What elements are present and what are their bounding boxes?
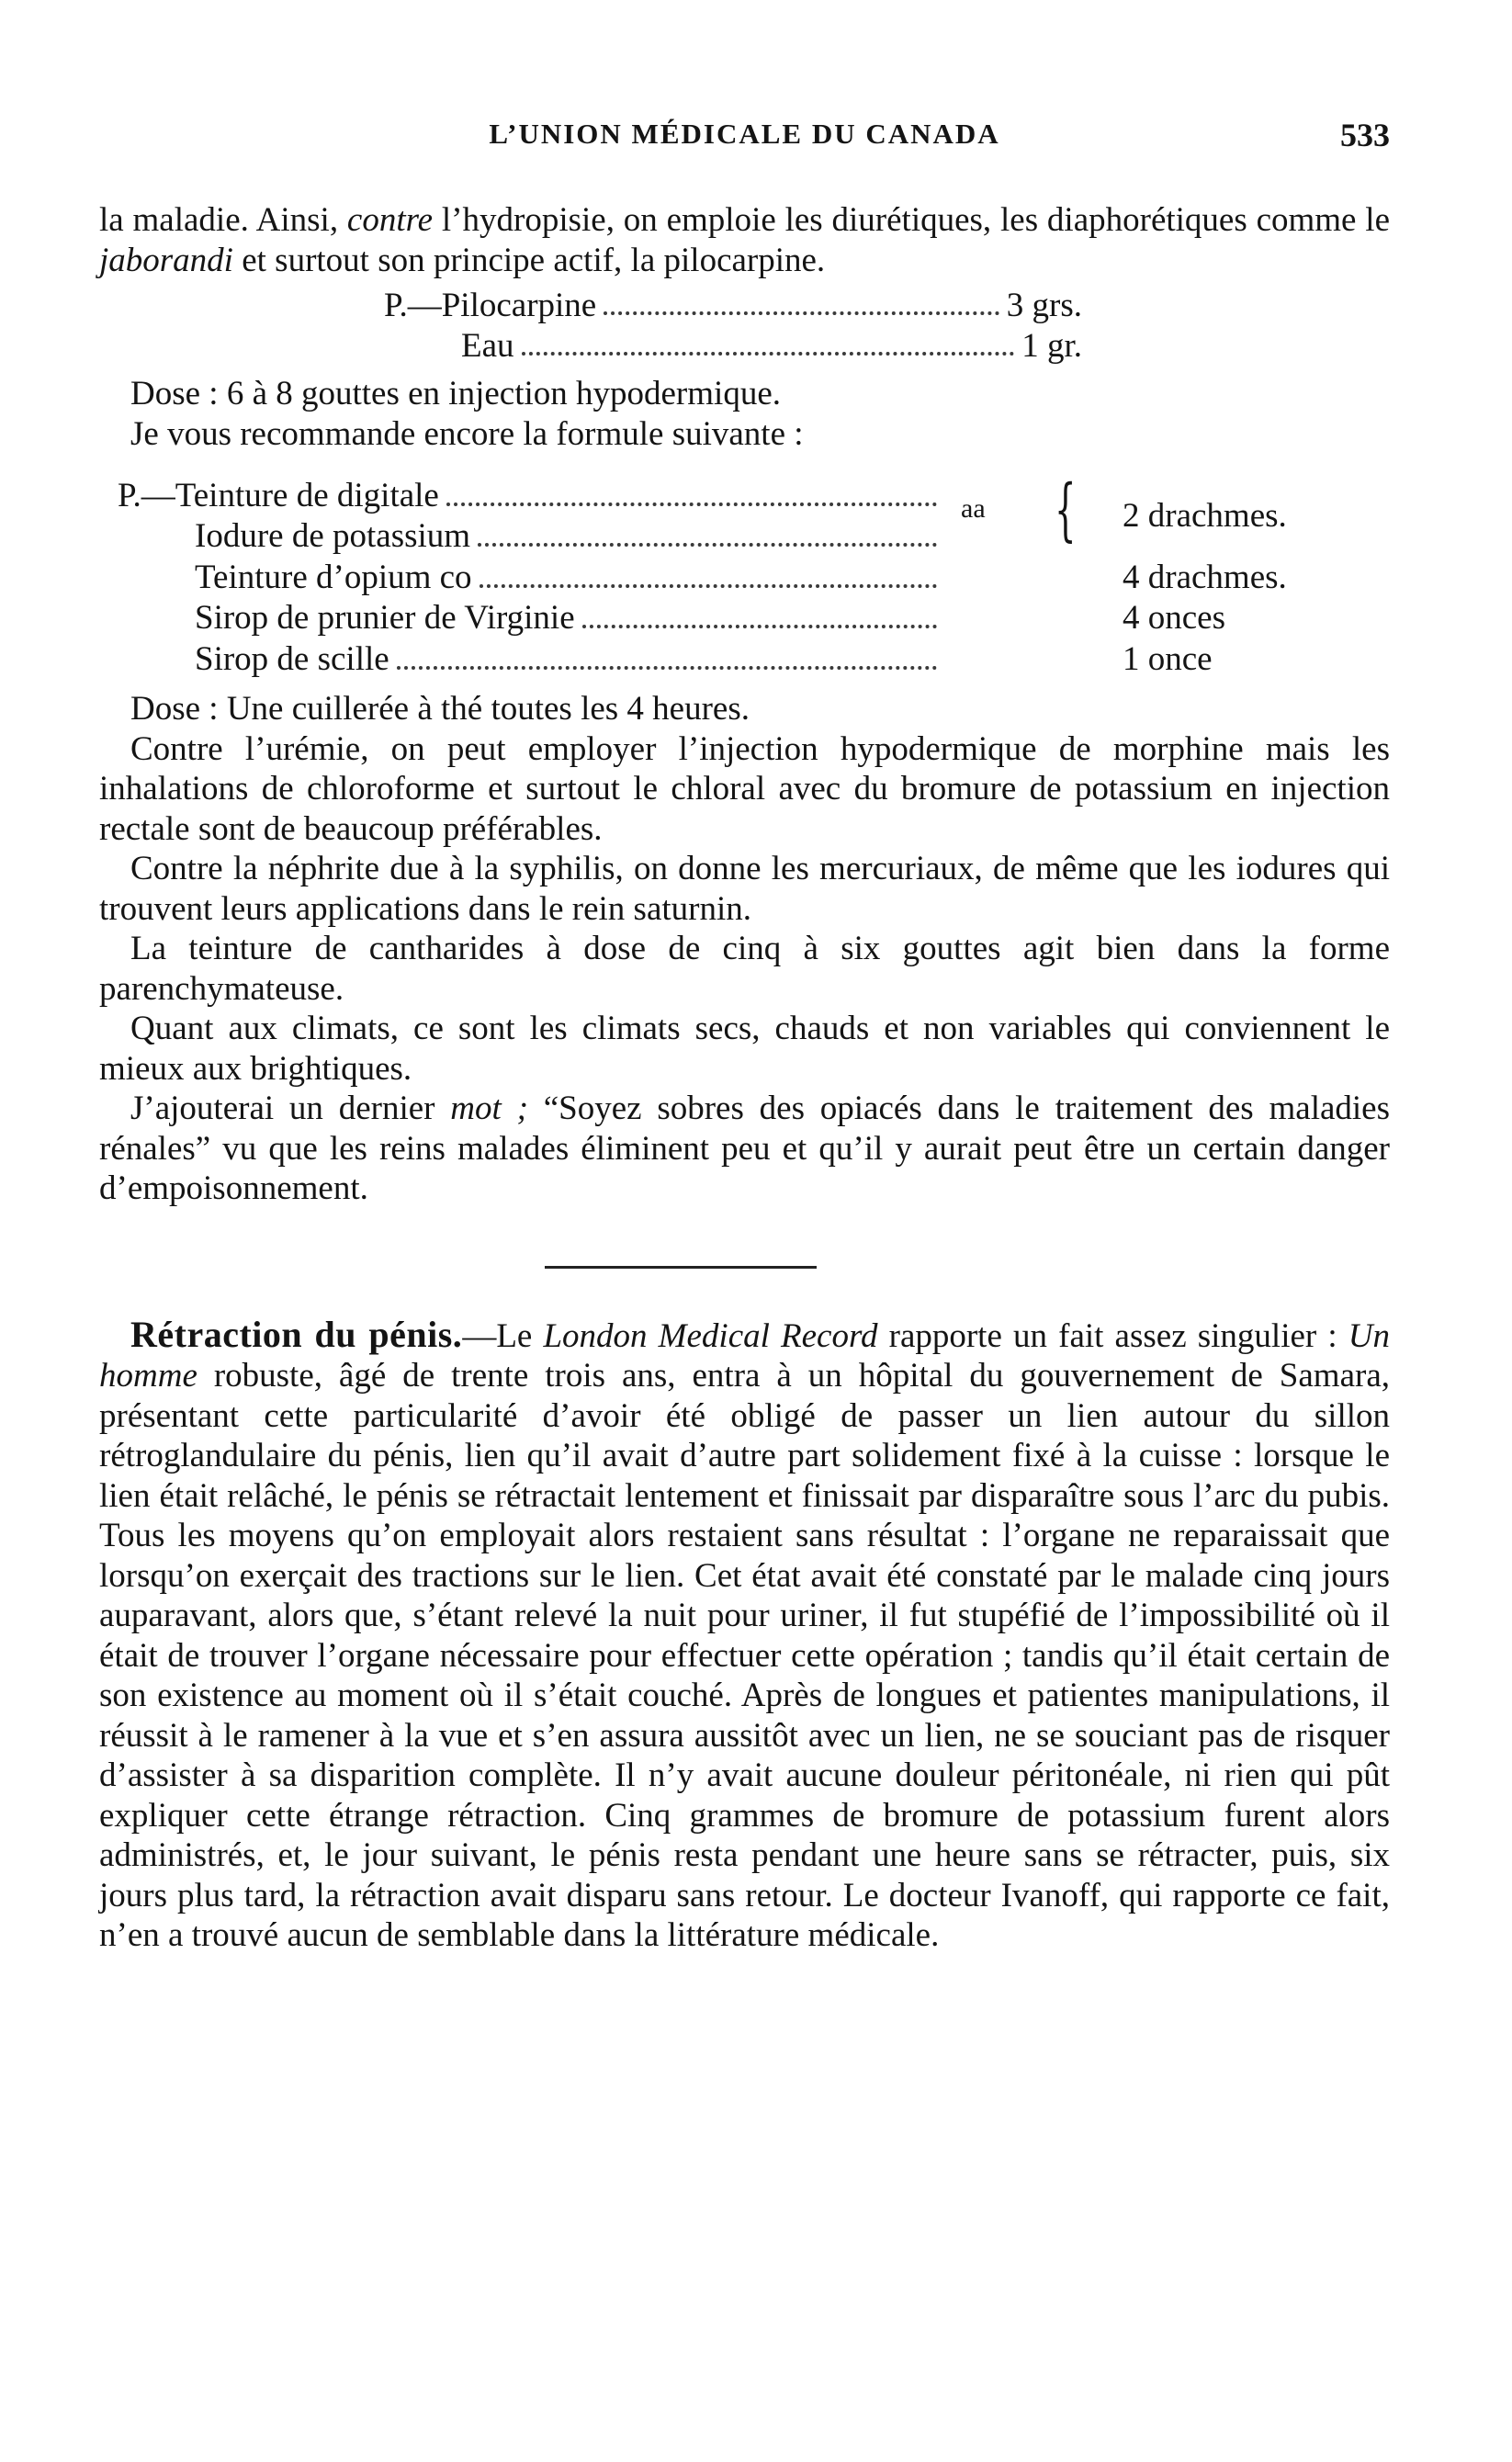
page: [99, 118, 1390, 1956]
section-divider: [545, 1266, 817, 1269]
paragraph-uremie: Contre l’urémie, on peut employer l’injection hypodermique de morphine mais les inhalations de chloroforme et surtout le chloral avec du bromure de potassium en injection rectale sont de beaucoup préférables.: [99, 729, 1390, 848]
italic-run: jaborandi: [99, 241, 233, 279]
text-run: et surtout son principe actif, la pilocarpine.: [232, 241, 826, 279]
leader-dots: [480, 558, 937, 588]
ingredient-quantity: 1 once: [1123, 640, 1213, 678]
text-run: J’ajouterai un dernier: [130, 1090, 451, 1127]
intro-line: Je vous recommande encore la formule suivante :: [130, 414, 804, 453]
text-run: —Le: [462, 1316, 544, 1355]
ingredient-name: Sirop de scille: [195, 640, 389, 678]
ingredient-name: Eau: [461, 327, 514, 365]
text-run: rapporte un fait assez singulier :: [877, 1316, 1348, 1355]
article-retraction: [99, 1315, 1390, 1956]
source-title: London Medical Record: [543, 1316, 878, 1355]
leader-dots: [397, 639, 937, 670]
dose-line: Dose : 6 à 8 gouttes en injection hypodermique.: [130, 375, 781, 412]
page-number: 533: [1340, 117, 1390, 153]
ingredient-name: P.—Teinture de digitale: [118, 477, 439, 514]
paragraph-cantharides: La teinture de cantharides à dose de cinq à six gouttes agit bien dans la forme parenchymateuse.: [99, 930, 1390, 1008]
prescription-line: [384, 326, 1082, 367]
prescription-line: [195, 639, 944, 681]
italic-run: contre: [346, 201, 434, 239]
ingredient-name: Iodure de potassium: [195, 517, 471, 555]
page-header: [99, 118, 1390, 169]
ingredient-quantity: 4 drachmes.: [1123, 559, 1287, 596]
ingredient-quantity: 4 onces: [1123, 599, 1225, 637]
text-run: l’hydropisie, on emploie les diurétiques, les diaphorétiques comme le: [433, 201, 1390, 239]
text-run: la maladie. Ainsi,: [99, 201, 347, 239]
leader-dots: [522, 326, 1015, 356]
text-run: “Soyez sobres des opiacés dans le traitement des maladies rénales” vu que les reins malades éliminent peu et qu’il y aurait peut être un certain danger d’empoisonnement.: [99, 1090, 1390, 1207]
brace-symbol: {: [1055, 470, 1077, 549]
ingredient-quantity: 3 grs.: [1006, 287, 1082, 324]
article-headline: Rétraction du pénis.: [130, 1313, 463, 1355]
ingredient-quantity: 1 gr.: [1021, 327, 1082, 365]
prescription-pilocarpine: [384, 286, 1390, 367]
ingredient-name: Teinture d’opium co: [195, 559, 472, 596]
italic-run: mot ;: [450, 1090, 528, 1127]
dose-line: Dose : Une cuillerée à thé toutes les 4 heures.: [130, 690, 750, 728]
ingredient-name: P.—Pilocarpine: [384, 287, 597, 324]
prescription-line: [195, 598, 944, 639]
ana-symbol: aa: [961, 493, 986, 524]
ingredient-name: Sirop de prunier de Virginie: [195, 599, 575, 637]
prescription-line: [118, 476, 944, 517]
prescription-line: [195, 516, 944, 558]
paragraph-final: [99, 1089, 1390, 1209]
leader-dots: [478, 516, 937, 547]
ingredient-quantity: 2 drachmes.: [1123, 497, 1287, 535]
italic-run: Un homme: [99, 1316, 1390, 1395]
prescription-line: [195, 558, 944, 599]
paragraph-climats: Quant aux climats, ce sont les climats secs, chauds et non variables qui conviennent le mieux aux brightiques.: [99, 1010, 1390, 1088]
text-run: robuste, âgé de trente trois ans, entra à un hôpital du gouvernement de Samara, présentant cette particularité d’avoir été obligé de passer un lien autour du sillon rétroglandulaire du pénis, lien qu’il avait d’autre part solidement fixé à la cuisse : lorsque le lien était relâché, le pénis se rétractait lentement et finissait par disparaître sous l’arc du pubis. Tous les moyens qu’on employait alors restaient sans résultat : l’organe ne reparaissait que lorsqu’on exerçait des tractions sur le lien. Cet état avait été constaté par le malade cinq jours auparavant, alors que, s’étant relevé la nuit pour uriner, il fut stupéfié de l’impossibilité où il était de trouver l’organe nécessaire pour effectuer cette opération ; tandis qu’il était certain de son existence au moment où il s’était couché. Après de longues et patientes manipulations, il réussit à le ramener à la vue et s’en assura aussitôt avec un lien, ne se souciant pas de risquer d’assister à sa disparition complète. Il n’y avait aucune douleur péritonéale, ni rien qui pût expliquer cette étrange rétraction. Cinq grammes de bromure de potassium furent alors administrés, et, le jour suivant, le pénis resta pendant une heure sans se rétracter, puis, six jours plus tard, la rétraction avait disparu sans retour. Le docteur Ivanoff, qui rapporte ce fait, n’en a trouvé aucun de semblable dans la littérature médicale.: [99, 1357, 1390, 1954]
running-head: L’UNION MÉDICALE DU CANADA: [489, 118, 1000, 150]
leader-dots: [604, 286, 999, 315]
prescription-line: [384, 286, 1082, 326]
leader-dots: [446, 476, 937, 506]
paragraph-syphilis: Contre la néphrite due à la syphilis, on donne les mercuriaux, de même que les iodures qui trouvent leurs applications dans le rein saturnin.: [99, 850, 1390, 928]
paragraph-hydropisie: [99, 200, 1390, 280]
prescription-digitale: [118, 470, 1390, 680]
leader-dots: [582, 598, 937, 628]
